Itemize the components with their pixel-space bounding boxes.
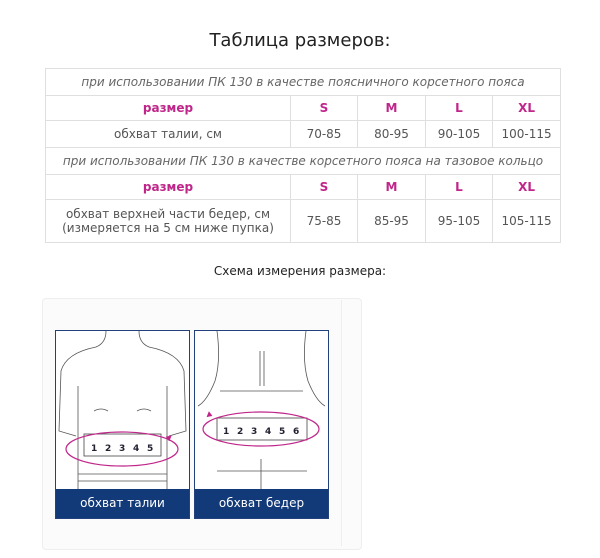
tape-tick: 4 [133, 444, 140, 454]
waist-label: обхват талии [56, 489, 189, 518]
hips-diagram [194, 330, 329, 519]
header-cell: размер [46, 175, 291, 200]
size-header-row [46, 96, 561, 121]
header-cell: S [291, 96, 358, 121]
tape-tick: 3 [251, 427, 258, 437]
tape-tick: 5 [147, 444, 154, 454]
cell: 80-95 [358, 121, 426, 148]
hips-label: обхват бедер [195, 489, 328, 518]
row-label-note: (измеряется на 5 см ниже пупка) [62, 221, 274, 235]
diagram-subtitle: Схема измерения размера: [213, 264, 387, 278]
header-cell: XL [493, 175, 561, 200]
divider [341, 300, 342, 546]
tape-tick: 6 [293, 427, 300, 437]
table-row [46, 121, 561, 148]
header-cell: M [358, 175, 426, 200]
cell: 105-115 [493, 200, 561, 243]
size-header-row [46, 175, 561, 200]
size-table [45, 68, 561, 243]
tape-tick: 2 [105, 444, 112, 454]
header-cell: L [426, 175, 493, 200]
cell: 90-105 [426, 121, 493, 148]
header-cell: размер [46, 96, 291, 121]
section-caption: при использовании ПК 130 в качестве поясничного корсетного пояса [46, 69, 561, 96]
header-cell: XL [493, 96, 561, 121]
tape-tick: 5 [279, 427, 286, 437]
tape-tick: 2 [237, 427, 244, 437]
row-label: обхват талии, см [46, 121, 291, 148]
table-row [46, 200, 561, 243]
page-title: Таблица размеров: [209, 30, 391, 51]
cell: 95-105 [426, 200, 493, 243]
waist-diagram [55, 330, 190, 519]
row-label [46, 200, 291, 243]
tape-tick: 3 [119, 444, 126, 454]
cell: 85-95 [358, 200, 426, 243]
cell: 100-115 [493, 121, 561, 148]
row-label-line: обхват верхней части бедер, см [65, 207, 271, 221]
header-cell: M [358, 96, 426, 121]
tape-tick: 1 [91, 444, 98, 454]
header-cell: L [426, 96, 493, 121]
tape-tick: 4 [265, 427, 272, 437]
tape-tick: 1 [223, 427, 230, 437]
header-cell: S [291, 175, 358, 200]
section-caption: при использовании ПК 130 в качестве корсетного пояса на тазовое кольцо [46, 148, 561, 175]
cell: 75-85 [291, 200, 358, 243]
cell: 70-85 [291, 121, 358, 148]
